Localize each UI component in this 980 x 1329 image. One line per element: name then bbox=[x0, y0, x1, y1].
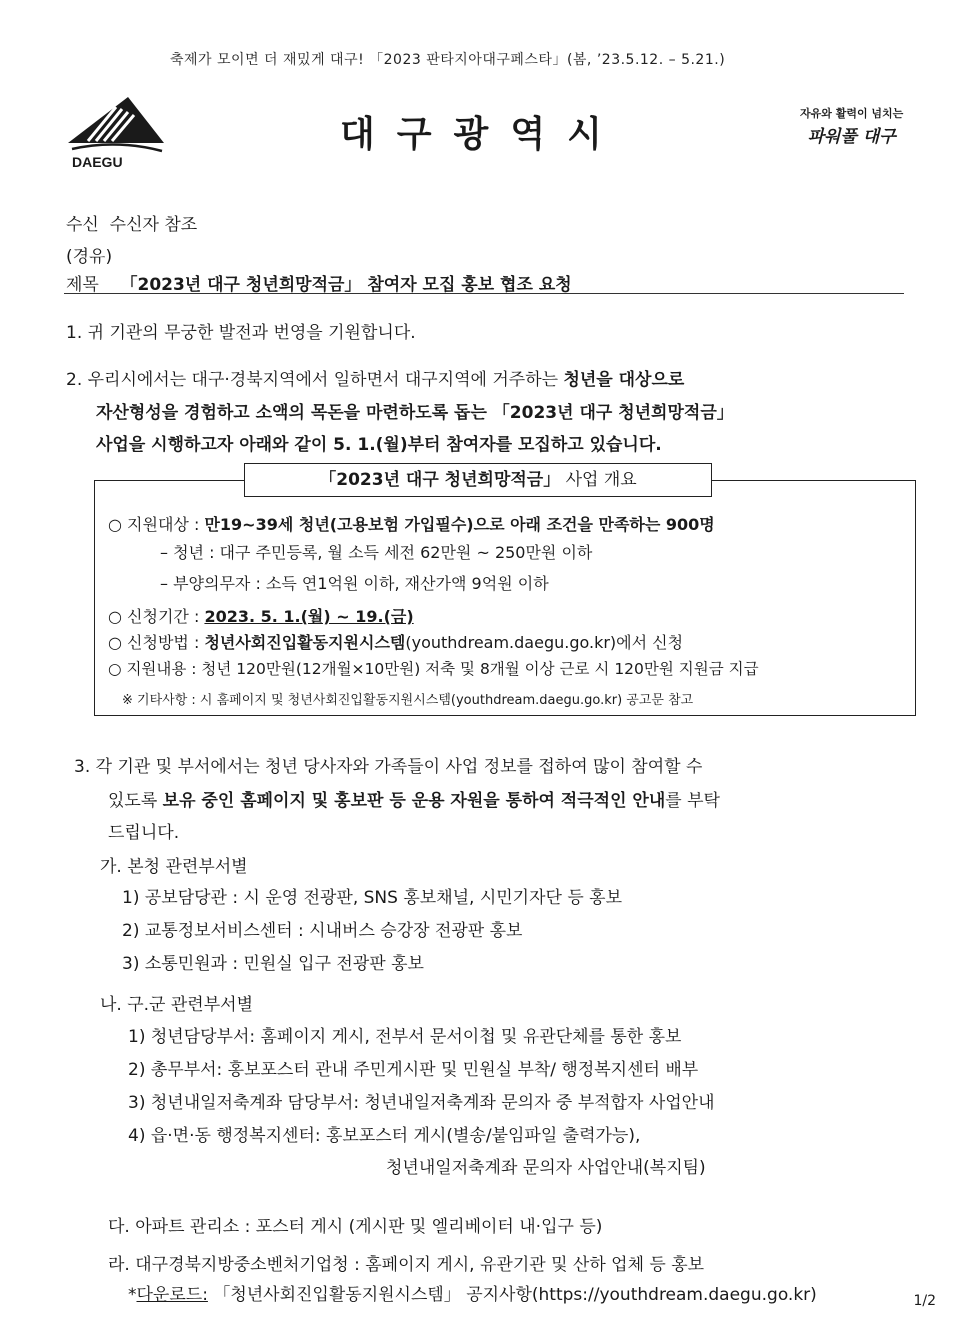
via-label: (경유) bbox=[66, 247, 113, 267]
daegu-logo-icon bbox=[66, 95, 166, 171]
paragraph-3-text-a: 있도록 bbox=[108, 791, 163, 811]
page-number: 1/2 bbox=[913, 1293, 936, 1309]
logo-text: DAEGU bbox=[72, 154, 123, 170]
list-item: 1) 청년담당부서: 홈페이지 게시, 전부서 문서이첩 및 유관단체를 통한 홍보 bbox=[128, 1027, 682, 1047]
paragraph-3-line-3: 드립니다. bbox=[108, 823, 180, 843]
subject-label: 제목 bbox=[66, 275, 99, 295]
list-ra: 라. 대구경북지방중소벤처기업청 : 홈페이지 게시, 유관기관 및 산하 업체 등 홍보 bbox=[108, 1255, 705, 1275]
brand-slogan-small: 자유와 활력이 넘치는 bbox=[800, 107, 904, 120]
target-value: 만19~39세 청년(고용보험 가입필수)으로 아래 조건을 만족하는 900명 bbox=[204, 515, 715, 534]
organization-title: 대구광역시 bbox=[340, 114, 624, 155]
list-item-continuation: 청년내일저축계좌 문의자 사업안내(복지팀) bbox=[386, 1158, 706, 1178]
program-overview-title bbox=[244, 463, 712, 497]
list-item: 4) 읍·면·동 행정복지센터: 홍보포스터 게시(별송/붙임파일 출력가능), bbox=[128, 1126, 641, 1146]
condition-youth: – 청년 : 대구 주민등록, 월 소득 세전 62만원 ~ 250만원 이하 bbox=[160, 543, 593, 562]
condition-guardian: – 부양의무자 : 소득 연1억원 이하, 재산가액 9억원 이하 bbox=[160, 574, 549, 593]
paragraph-1: 1. 귀 기관의 무궁한 발전과 번영을 기원합니다. bbox=[66, 323, 416, 343]
method-url: (youthdream.daegu.go.kr)에서 신청 bbox=[405, 633, 684, 652]
list-item: 1) 공보담당관 : 시 운영 전광판, SNS 홍보채널, 시민기자단 등 홍보 bbox=[122, 888, 623, 908]
download-asterisk: * bbox=[128, 1285, 137, 1305]
paragraph-3-text-c: 를 부탁 bbox=[665, 791, 720, 811]
list-item: 2) 총무부서: 홍보포스터 관내 주민게시판 및 민원실 부착/ 행정복지센터 배부 bbox=[128, 1060, 699, 1080]
paragraph-3-line-2 bbox=[108, 786, 720, 811]
list-na-heading: 나. 구.군 관련부서별 bbox=[100, 995, 253, 1015]
list-item: 2) 교통정보서비스센터 : 시내버스 승강장 전광판 홍보 bbox=[122, 921, 523, 941]
download-label: 다운로드: bbox=[136, 1285, 208, 1305]
subject-value: 「2023년 대구 청년희망적금」 참여자 모집 홍보 협조 요청 bbox=[120, 275, 572, 295]
recipient-row bbox=[66, 210, 197, 235]
download-line bbox=[128, 1280, 817, 1305]
paragraph-2-line-2: 자산형성을 경험하고 소액의 목돈을 마련하도록 돕는 「2023년 대구 청년희망적금」 bbox=[96, 403, 734, 423]
period-value: 2023. 5. 1.(월) ~ 19.(금) bbox=[204, 607, 414, 626]
period-label: ○ 신청기간 : bbox=[108, 607, 205, 626]
method-row bbox=[108, 630, 683, 653]
program-overview-title-rest: 사업 개요 bbox=[560, 470, 637, 490]
program-overview-title-bold: 「2023년 대구 청년희망적금」 bbox=[319, 470, 561, 490]
brand-slogan-big: 파워풀 대구 bbox=[807, 127, 896, 147]
subject-row bbox=[66, 270, 572, 295]
content-row: ○ 지원내용 : 청년 120만원(12개월×10만원) 저축 및 8개월 이상 근로 시 120만원 지원금 지급 bbox=[108, 660, 759, 678]
download-link[interactable]: 「청년사회진입활동지원시스템」 공지사항(https://youthdream.daegu.go.kr) bbox=[207, 1285, 817, 1305]
paragraph-2-line-1 bbox=[66, 365, 684, 390]
paragraph-2-text: 2. 우리시에서는 대구·경북지역에서 일하면서 대구지역에 거주하는 bbox=[66, 370, 564, 390]
method-system-name: 청년사회진입활동지원시스템 bbox=[204, 633, 406, 652]
paragraph-2-emphasis: 청년을 대상으로 bbox=[563, 370, 685, 390]
list-item: 3) 소통민원과 : 민원실 입구 전광판 홍보 bbox=[122, 954, 424, 974]
paragraph-3-line-1: 3. 각 기관 및 부서에서는 청년 당사자와 가족들이 사업 정보를 접하여 많이 참여할 수 bbox=[74, 757, 703, 777]
target-label: ○ 지원대상 : bbox=[108, 515, 205, 534]
list-da: 다. 아파트 관리소 : 포스터 게시 (게시판 및 엘리베이터 내·입구 등) bbox=[108, 1217, 603, 1237]
list-item: 3) 청년내일저축계좌 담당부서: 청년내일저축계좌 문의자 중 부적합자 사업안내 bbox=[128, 1093, 715, 1113]
recipient-value: 수신자 참조 bbox=[109, 215, 198, 235]
target-row bbox=[108, 512, 715, 535]
paragraph-3-emphasis: 보유 중인 홈페이지 및 홍보판 등 운용 자원을 통하여 적극적인 안내 bbox=[162, 791, 666, 811]
paragraph-2-line-3: 사업을 시행하고자 아래와 같이 5. 1.(월)부터 참여자를 모집하고 있습니다. bbox=[96, 435, 662, 455]
subject-divider bbox=[64, 293, 904, 294]
method-label: ○ 신청방법 : bbox=[108, 633, 205, 652]
list-ga-heading: 가. 본청 관련부서별 bbox=[100, 857, 248, 877]
recipient-label: 수신 bbox=[66, 215, 99, 235]
brand-slogan bbox=[800, 105, 903, 147]
period-row bbox=[108, 604, 414, 627]
festival-slogan: 축제가 모이면 더 재밌게 대구! 「2023 판타지아대구페스타」(봄, ’23.5.12. – 5.21.) bbox=[170, 52, 726, 68]
etc-note: ※ 기타사항 : 시 홈페이지 및 청년사회진입활동지원시스템(youthdream.daegu.go.kr) 공고문 참고 bbox=[122, 693, 694, 708]
